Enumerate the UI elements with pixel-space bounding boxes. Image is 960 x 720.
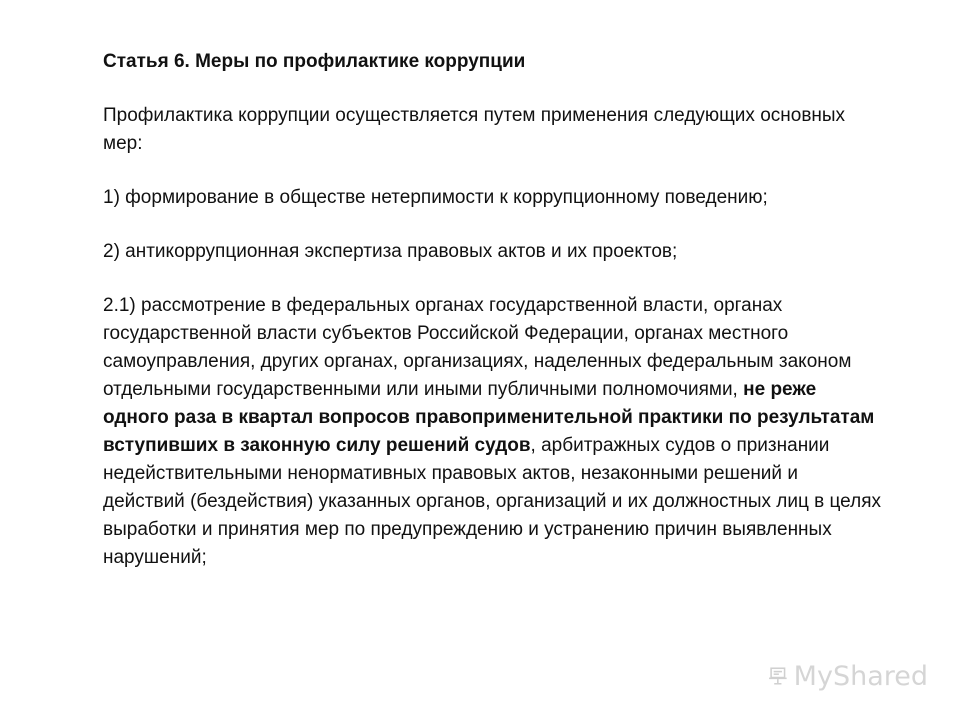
presentation-board-icon [768, 659, 788, 693]
list-item-1: 1) формирование в обществе нетерпимости к коррупционному поведению; [103, 187, 768, 208]
list-item-2-1-bold-text: не реже одного раза в квартал вопросов правоприменительной практики по результатам вступивших в законную силу решений судов [103, 379, 875, 456]
list-item-2-1-text-start: 2.1) рассмотрение в федеральных органах государственной власти, органах государственной власти субъектов Российской Федерации, органах местного самоуправления, других органах, организациях, наделенных федеральным законом отдельными государственными или иными публичными полномочиями, [103, 295, 852, 400]
watermark-text: MyShared [793, 660, 928, 692]
article-title: Статья 6. Меры по профилактике коррупции [103, 51, 526, 72]
list-item-2-1-text-end: , арбитражных судов о признании недействительными ненормативных правовых актов, незаконными решений и действий (бездействия) указанных органов, организаций и их должностных лиц в целях выработки и принятия мер по предупреждению и устранению причин выявленных нарушений; [103, 435, 881, 568]
document-body [103, 48, 883, 598]
watermark [768, 656, 928, 696]
list-item-2-1 [103, 292, 883, 572]
list-item-2: 2) антикоррупционная экспертиза правовых актов и их проектов; [103, 241, 678, 262]
intro-paragraph: Профилактика коррупции осуществляется путем применения следующих основных мер: [103, 105, 846, 154]
